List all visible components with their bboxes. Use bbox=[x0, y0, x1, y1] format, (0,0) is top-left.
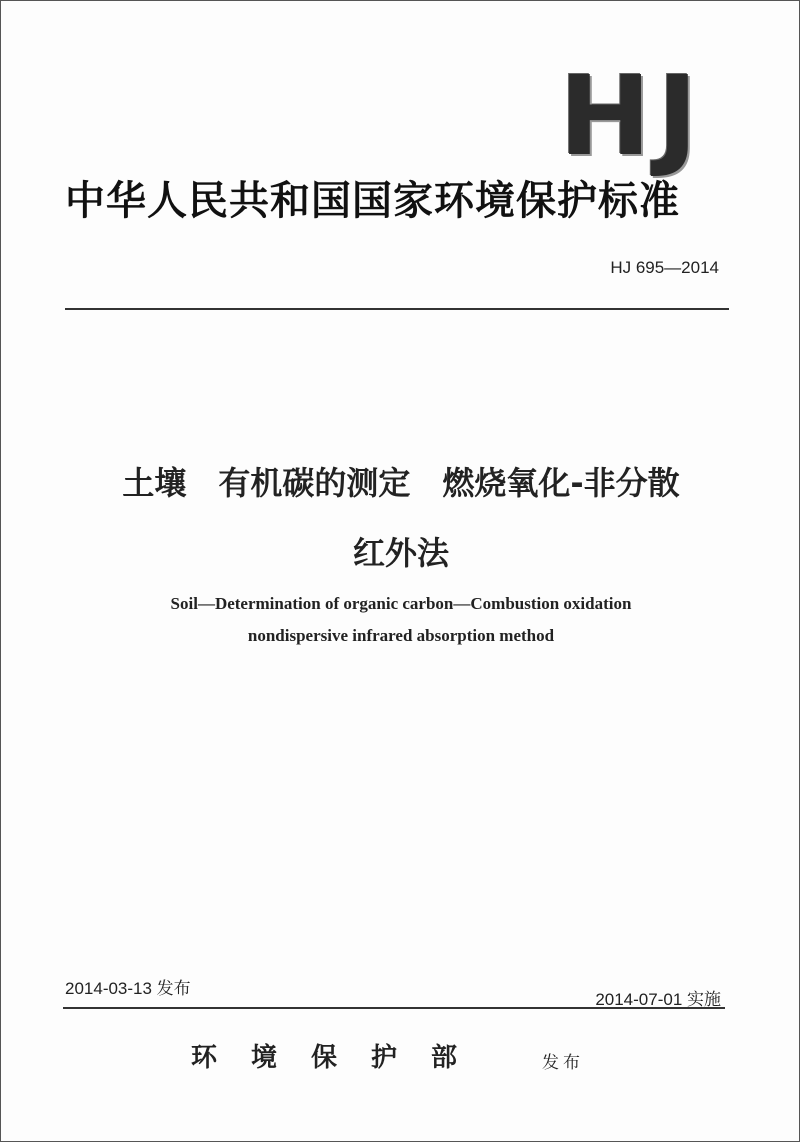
publisher-name: 环境保护部 bbox=[191, 1043, 492, 1073]
chinese-title-line-2: 红外法 bbox=[352, 534, 449, 572]
english-title-line-2: nondispersive infrared absorption method bbox=[247, 626, 555, 645]
english-title-line-1: Soil—Determination of organic carbon—Combustion oxidation bbox=[170, 594, 632, 613]
chinese-title-line-1: 土壤 有机碳的测定 燃烧氧化-非分散 bbox=[122, 464, 680, 502]
hj-logo: HJ bbox=[559, 52, 704, 180]
issue-date: 2014-03-13 发布 bbox=[65, 979, 191, 998]
standard-code: HJ 695—2014 bbox=[610, 258, 719, 277]
publisher-suffix: 发布 bbox=[542, 1053, 584, 1073]
bottom-divider bbox=[63, 1007, 725, 1009]
implementation-date: 2014-07-01 实施 bbox=[595, 990, 721, 1009]
issuing-org-title: 中华人民共和国国家环境保护标准 bbox=[65, 178, 680, 224]
top-divider bbox=[65, 308, 729, 310]
